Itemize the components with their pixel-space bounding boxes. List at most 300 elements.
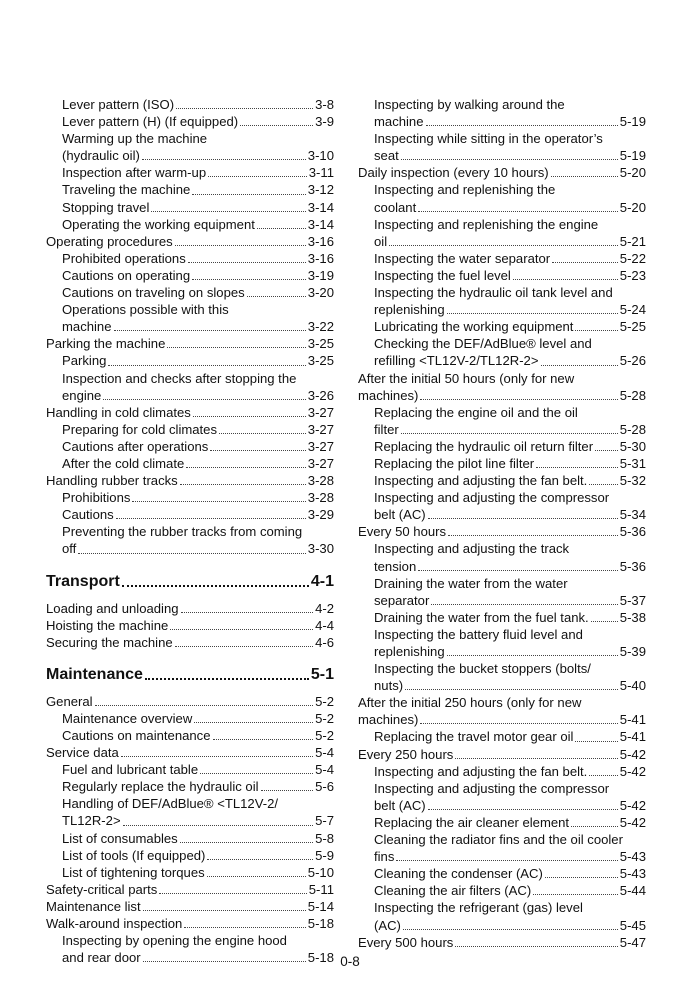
- toc-entry[interactable]: [358, 746, 646, 763]
- toc-entry[interactable]: [46, 301, 334, 335]
- dot-leader: [533, 894, 618, 895]
- toc-entry-title-line: Cleaning the radiator fins and the oil cooler: [374, 832, 623, 848]
- toc-entry-title: Parking: [62, 353, 107, 369]
- toc-entry-title-line: Inspecting by walking around the: [374, 97, 565, 112]
- page-ref: 3-25: [307, 336, 334, 352]
- page-ref: 5-44: [619, 883, 646, 899]
- toc-entry-line: [46, 881, 334, 898]
- toc-entry-title: Replacing the pilot line filter: [374, 455, 535, 471]
- dot-leader: [170, 629, 313, 630]
- toc-entry-title: Hoisting the machine: [46, 617, 169, 633]
- toc-entry-line: [374, 609, 646, 626]
- page-ref: 3-16: [307, 250, 334, 266]
- toc-entry[interactable]: [358, 284, 646, 318]
- toc-entry-title: Prohibitions: [62, 490, 131, 506]
- toc-entry-title: Inspecting and adjusting the fan belt.: [374, 473, 588, 489]
- toc-entry[interactable]: [358, 934, 646, 951]
- toc-entry[interactable]: [46, 455, 334, 472]
- page-ref: 5-34: [619, 507, 646, 523]
- page-ref: 5-2: [315, 728, 334, 743]
- toc-entry-title: Replacing the travel motor gear oil: [374, 729, 574, 745]
- page-ref: 5-20: [619, 199, 646, 215]
- toc-entry[interactable]: [358, 267, 646, 284]
- toc-entry-title: Lever pattern (ISO): [62, 97, 175, 112]
- toc-entry-title: and rear door: [62, 950, 141, 966]
- toc-entry-title-line: Inspecting while sitting in the operator’s: [374, 131, 603, 147]
- toc-entry-line: [358, 711, 646, 728]
- spacer: [46, 651, 334, 655]
- toc-entry-title-line: Inspecting and adjusting the compressor: [374, 490, 610, 506]
- dot-leader: [261, 790, 314, 791]
- dot-leader: [389, 245, 618, 246]
- page-ref: 3-11: [308, 165, 334, 181]
- toc-entry-title: Transport: [46, 572, 120, 590]
- toc-entry-line: [374, 592, 646, 609]
- toc-entry[interactable]: [358, 438, 646, 455]
- toc-entry[interactable]: [46, 284, 334, 301]
- page-ref: 3-14: [307, 216, 334, 232]
- page-ref: 4-6: [315, 634, 334, 650]
- toc-entry-title: Handling rubber tracks: [46, 473, 178, 489]
- toc-entry[interactable]: [358, 626, 646, 660]
- toc-entry-title: Inspecting and adjusting the fan belt.: [374, 763, 588, 779]
- dot-leader: [180, 484, 306, 485]
- page-ref: 3-27: [307, 455, 334, 471]
- toc-entry-title: Cleaning the condenser (AC): [374, 866, 543, 882]
- toc-entry-line: [46, 404, 334, 421]
- toc-entry[interactable]: [358, 865, 646, 882]
- toc-entry-line: [358, 387, 646, 404]
- toc-entry[interactable]: [46, 267, 334, 284]
- page-ref: 5-42: [619, 797, 646, 813]
- dot-leader: [403, 929, 618, 930]
- toc-entry[interactable]: [46, 96, 334, 113]
- dot-leader: [132, 501, 305, 502]
- toc-entry-title: Parking the machine: [46, 336, 166, 352]
- toc-entry-title-line: Operations possible with this: [62, 302, 229, 318]
- toc-entry[interactable]: [358, 164, 646, 181]
- toc-entry[interactable]: [358, 216, 646, 250]
- toc-entry-title: Safety-critical parts: [46, 881, 158, 897]
- page-ref: 5-36: [619, 524, 646, 540]
- toc-entry[interactable]: [46, 352, 334, 369]
- toc-entry[interactable]: [46, 881, 334, 898]
- dot-leader: [447, 655, 618, 656]
- toc-left-column: [46, 96, 334, 966]
- toc-entry-line: [62, 778, 334, 795]
- toc-entry-line: [374, 472, 646, 489]
- page-ref: 5-6: [315, 779, 334, 795]
- section-heading[interactable]: [46, 665, 334, 685]
- toc-entry-line: [62, 96, 334, 113]
- toc-entry-line: [46, 634, 334, 651]
- toc-entry[interactable]: [358, 694, 646, 728]
- toc-entry-title: Maintenance overview: [62, 710, 193, 726]
- toc-entry[interactable]: [46, 523, 334, 557]
- toc-entry-title-line: After the initial 250 hours (only for new: [358, 695, 582, 711]
- dot-leader: [575, 330, 617, 331]
- page-ref: 5-38: [619, 609, 646, 625]
- toc-entry[interactable]: [358, 780, 646, 814]
- toc-entry-line: [62, 864, 334, 881]
- toc-entry[interactable]: [46, 370, 334, 404]
- toc-entry-line: [62, 216, 334, 233]
- toc-entry[interactable]: [46, 600, 334, 617]
- dot-leader: [175, 646, 313, 647]
- page-ref: 5-42: [619, 814, 646, 830]
- page-ref: 5-47: [619, 934, 646, 950]
- toc-entry[interactable]: [358, 335, 646, 369]
- toc-entry[interactable]: [46, 693, 334, 710]
- page-ref: 3-8: [315, 97, 334, 112]
- toc-entry-line: [62, 250, 334, 267]
- toc-entry[interactable]: [358, 814, 646, 831]
- dot-leader: [78, 553, 305, 554]
- toc-entry-title: belt (AC): [374, 507, 426, 523]
- page-number: 0-8: [340, 954, 360, 969]
- page-ref: 3-26: [307, 387, 334, 403]
- toc-entry-line: [62, 710, 334, 727]
- page-ref: 3-27: [307, 404, 334, 420]
- page-ref: 5-37: [619, 592, 646, 608]
- toc-entry[interactable]: [46, 130, 334, 164]
- toc-entry-title: Fuel and lubricant table: [62, 762, 199, 778]
- dot-leader: [145, 678, 309, 680]
- toc-entry-title-line: Inspecting by opening the engine hood: [62, 933, 287, 949]
- toc-entry-line: [358, 934, 646, 951]
- toc-entry[interactable]: [358, 489, 646, 523]
- page-ref: 5-28: [619, 421, 646, 437]
- toc-entry-title: seat: [374, 148, 399, 164]
- toc-entry[interactable]: [46, 727, 334, 744]
- toc-entry[interactable]: [358, 472, 646, 489]
- toc-entry[interactable]: [358, 882, 646, 899]
- toc-entry-title: Replacing the air cleaner element: [374, 814, 570, 830]
- toc-entry-title: Inspecting the water separator: [374, 250, 551, 266]
- toc-entry-title-line: Checking the DEF/AdBlue® level and: [374, 336, 592, 352]
- toc-entry-line: [374, 318, 646, 335]
- dot-leader: [143, 910, 306, 911]
- page-ref: 3-9: [315, 114, 334, 130]
- toc-entry[interactable]: [358, 609, 646, 626]
- toc-entry[interactable]: [46, 233, 334, 250]
- dot-leader: [418, 570, 618, 571]
- page-ref: 3-27: [307, 421, 334, 437]
- toc-entry-title: Inspection after warm-up: [62, 165, 207, 181]
- dot-leader: [194, 722, 313, 723]
- dot-leader: [405, 689, 618, 690]
- page-ref: 3-10: [307, 148, 334, 164]
- page-ref: 3-30: [307, 541, 334, 557]
- dot-leader: [418, 211, 618, 212]
- section-heading[interactable]: [46, 572, 334, 592]
- page-ref: 5-26: [619, 353, 646, 369]
- toc-entry[interactable]: [46, 830, 334, 847]
- toc-entry-line: [62, 147, 334, 164]
- toc-entry[interactable]: [46, 506, 334, 523]
- dot-leader: [123, 825, 313, 826]
- page-ref: 3-22: [307, 319, 334, 335]
- dot-leader: [455, 758, 617, 759]
- toc-entry-title: List of consumables: [62, 830, 178, 846]
- toc-entry[interactable]: [358, 404, 646, 438]
- page-ref: 5-4: [315, 745, 334, 761]
- toc-entry[interactable]: [46, 795, 334, 829]
- page-ref: 5-19: [619, 148, 646, 164]
- toc-entry[interactable]: [358, 763, 646, 780]
- toc-entry[interactable]: [358, 455, 646, 472]
- toc-entry-title: Maintenance list: [46, 898, 141, 914]
- toc-entry-line: [374, 421, 646, 438]
- dot-leader: [431, 604, 617, 605]
- toc-entry-title: Maintenance: [46, 665, 143, 683]
- page-ref: 3-28: [307, 473, 334, 489]
- page-ref: 5-18: [307, 916, 334, 932]
- dot-leader: [448, 535, 618, 536]
- toc-entry-title-line: Draining the water from the water: [374, 575, 568, 591]
- page-ref: 4-1: [310, 572, 334, 590]
- toc-entry-title: Draining the water from the fuel tank.: [374, 609, 589, 625]
- toc-entry-line: [374, 848, 646, 865]
- toc-entry-line: [374, 558, 646, 575]
- toc-entry-title: coolant: [374, 199, 417, 215]
- toc-entry-title: Cautions after operations: [62, 438, 209, 454]
- toc-entry[interactable]: [46, 634, 334, 651]
- toc-entry[interactable]: [46, 744, 334, 761]
- toc-entry-title-line: Handling of DEF/AdBlue® <TL12V-2/: [62, 796, 278, 812]
- toc-entry[interactable]: [358, 523, 646, 540]
- toc-entry-line: [374, 250, 646, 267]
- toc-entry-line: [62, 455, 334, 472]
- toc-entry-title: Regularly replace the hydraulic oil: [62, 779, 259, 795]
- dot-leader: [188, 262, 306, 263]
- dot-leader: [159, 893, 306, 894]
- toc-entry-line: [46, 898, 334, 915]
- toc-entry-line: [62, 812, 334, 829]
- toc-entry-line: [46, 600, 334, 617]
- toc-entry[interactable]: [358, 250, 646, 267]
- page-ref: 5-42: [619, 746, 646, 762]
- dot-leader: [208, 176, 307, 177]
- toc-entry-line: [62, 352, 334, 369]
- toc-entry[interactable]: [46, 761, 334, 778]
- toc-entry-line: [374, 643, 646, 660]
- toc-entry[interactable]: [46, 335, 334, 352]
- toc-entry[interactable]: [358, 370, 646, 404]
- toc-entry[interactable]: [46, 199, 334, 216]
- dot-leader: [589, 775, 617, 776]
- toc-entry-line: [374, 267, 646, 284]
- page-ref: 5-10: [307, 864, 334, 880]
- toc-entry-line: [62, 540, 334, 557]
- page-ref: 5-21: [619, 233, 646, 249]
- toc-entry-line: [46, 617, 334, 634]
- toc-entry[interactable]: [46, 864, 334, 881]
- toc-entry-title: replenishing: [374, 644, 445, 659]
- page-ref: 5-2: [315, 710, 334, 726]
- toc-entry[interactable]: [46, 710, 334, 727]
- toc-entry[interactable]: [358, 540, 646, 574]
- toc-entry-title: machine: [374, 114, 424, 130]
- toc-entry[interactable]: [46, 164, 334, 181]
- toc-entry-line: [374, 301, 646, 318]
- page-ref: 5-8: [315, 830, 334, 846]
- toc-entry[interactable]: [46, 113, 334, 130]
- toc-entry-line: [374, 814, 646, 831]
- toc-entry-title: (hydraulic oil): [62, 148, 140, 164]
- page-ref: 5-30: [619, 438, 646, 454]
- dot-leader: [116, 518, 306, 519]
- dot-leader: [192, 279, 306, 280]
- dot-leader: [401, 159, 618, 160]
- page-ref: 5-1: [310, 665, 334, 683]
- toc-entry-title-line: Preventing the rubber tracks from coming: [62, 524, 303, 540]
- toc-entry[interactable]: [46, 489, 334, 506]
- toc-entry-title: After the cold climate: [62, 455, 185, 471]
- toc-entry[interactable]: [358, 660, 646, 694]
- toc-entry-line: [374, 455, 646, 472]
- toc-entry[interactable]: [46, 216, 334, 233]
- toc-entry-line: [62, 830, 334, 847]
- toc-entry[interactable]: [358, 318, 646, 335]
- dot-leader: [536, 467, 618, 468]
- page-ref: 5-23: [619, 267, 646, 283]
- toc-entry-title: engine: [62, 387, 102, 403]
- toc-entry[interactable]: [46, 847, 334, 864]
- toc-entry[interactable]: [46, 421, 334, 438]
- toc-entry-title: Cautions on operating: [62, 267, 191, 283]
- toc-entry-title: refilling <TL12V-2/TL12R-2>: [374, 353, 539, 369]
- toc-entry[interactable]: [358, 96, 646, 130]
- dot-leader: [447, 313, 618, 314]
- dot-leader: [142, 159, 306, 160]
- toc-entry-line: [62, 421, 334, 438]
- dot-leader: [219, 433, 306, 434]
- toc-entry-line: [374, 763, 646, 780]
- dot-leader: [240, 125, 313, 126]
- toc-entry-line: [374, 882, 646, 899]
- page-ref: 5-4: [315, 762, 334, 778]
- toc-entry[interactable]: [46, 898, 334, 915]
- toc-entry-line: [62, 506, 334, 523]
- page-ref: 5-31: [619, 455, 646, 471]
- dot-leader: [122, 585, 309, 587]
- toc-entry-title: Stopping travel: [62, 199, 150, 215]
- page-ref: 5-32: [619, 473, 646, 489]
- dot-leader: [426, 125, 618, 126]
- page-ref: 3-29: [307, 507, 334, 523]
- page-ref: 3-25: [307, 353, 334, 369]
- toc-entry-title: (AC): [374, 917, 401, 933]
- toc-entry-title: Every 250 hours: [358, 746, 454, 762]
- toc-entry-title: separator: [374, 592, 430, 608]
- toc-entry-title-line: Inspecting and adjusting the track: [374, 541, 570, 557]
- toc-entry[interactable]: [46, 617, 334, 634]
- page-ref: 3-12: [307, 182, 334, 198]
- toc-entry-line: [46, 915, 334, 932]
- dot-leader: [210, 450, 305, 451]
- page-ref: 5-25: [619, 319, 646, 335]
- toc-entry-title: TL12R-2>: [62, 813, 121, 829]
- page-ref: 5-18: [307, 950, 334, 966]
- dot-leader: [181, 612, 314, 613]
- toc-entry[interactable]: [358, 130, 646, 164]
- toc-entry-title-line: Inspecting the hydraulic oil tank level and: [374, 285, 613, 301]
- toc-entry[interactable]: [46, 404, 334, 421]
- page-ref: 5-22: [619, 250, 646, 266]
- toc-entry-title: List of tools (If equipped): [62, 847, 206, 863]
- toc-entry[interactable]: [46, 915, 334, 932]
- toc-entry[interactable]: [358, 899, 646, 933]
- toc-entry-title: Cautions: [62, 507, 114, 523]
- dot-leader: [571, 826, 618, 827]
- dot-leader: [551, 176, 618, 177]
- toc-entry-title-line: Warming up the machine: [62, 131, 208, 147]
- toc-entry-line: [374, 677, 646, 694]
- dot-leader: [257, 228, 306, 229]
- toc-entry-title: Daily inspection (every 10 hours): [358, 165, 549, 181]
- page-ref: 3-16: [307, 233, 334, 249]
- toc-entry-line: [62, 113, 334, 130]
- dot-leader: [192, 194, 305, 195]
- toc-entry[interactable]: [46, 778, 334, 795]
- toc-entry[interactable]: [46, 181, 334, 198]
- toc-entry-title: oil: [374, 233, 388, 249]
- spacer: [46, 558, 334, 562]
- toc-entry-title: Every 50 hours: [358, 524, 447, 540]
- page-ref: 3-20: [307, 285, 334, 301]
- dot-leader: [176, 108, 313, 109]
- toc-entry-title: belt (AC): [374, 797, 426, 813]
- toc-right-column: [358, 96, 646, 951]
- page-ref: 5-41: [619, 712, 646, 728]
- toc-entry[interactable]: [358, 831, 646, 865]
- dot-leader: [589, 484, 617, 485]
- page-ref: 4-2: [315, 600, 334, 616]
- page-ref: 3-27: [307, 438, 334, 454]
- dot-leader: [545, 877, 618, 878]
- dot-leader: [151, 211, 305, 212]
- dot-leader: [175, 245, 306, 246]
- page-ref: 5-41: [619, 729, 646, 745]
- toc-entry-line: [374, 199, 646, 216]
- toc-entry-line: [62, 489, 334, 506]
- toc-entry[interactable]: [358, 181, 646, 215]
- toc-entry-title: Inspecting the fuel level: [374, 267, 511, 283]
- toc-entry-title: Cleaning the air filters (AC): [374, 883, 532, 899]
- page-ref: 5-14: [307, 898, 334, 914]
- toc-entry-title: Cautions on maintenance: [62, 728, 211, 743]
- toc-entry-title: machine: [62, 319, 112, 335]
- toc-entry-title: Loading and unloading: [46, 600, 179, 616]
- dot-leader: [180, 842, 313, 843]
- toc-entry-line: [374, 797, 646, 814]
- toc-entry-title-line: Inspecting the refrigerant (gas) level: [374, 900, 583, 916]
- toc-entry[interactable]: [46, 438, 334, 455]
- dot-leader: [455, 946, 617, 947]
- dot-leader: [213, 739, 314, 740]
- toc-entry-title: off: [62, 541, 77, 557]
- toc-entry-line: [374, 865, 646, 882]
- dot-leader: [114, 330, 306, 331]
- toc-entry[interactable]: [358, 728, 646, 745]
- toc-entry[interactable]: [46, 472, 334, 489]
- toc-entry[interactable]: [358, 575, 646, 609]
- toc-entry[interactable]: [46, 250, 334, 267]
- page-ref: 5-36: [619, 558, 646, 574]
- page-ref: 5-45: [619, 917, 646, 933]
- dot-leader: [207, 876, 306, 877]
